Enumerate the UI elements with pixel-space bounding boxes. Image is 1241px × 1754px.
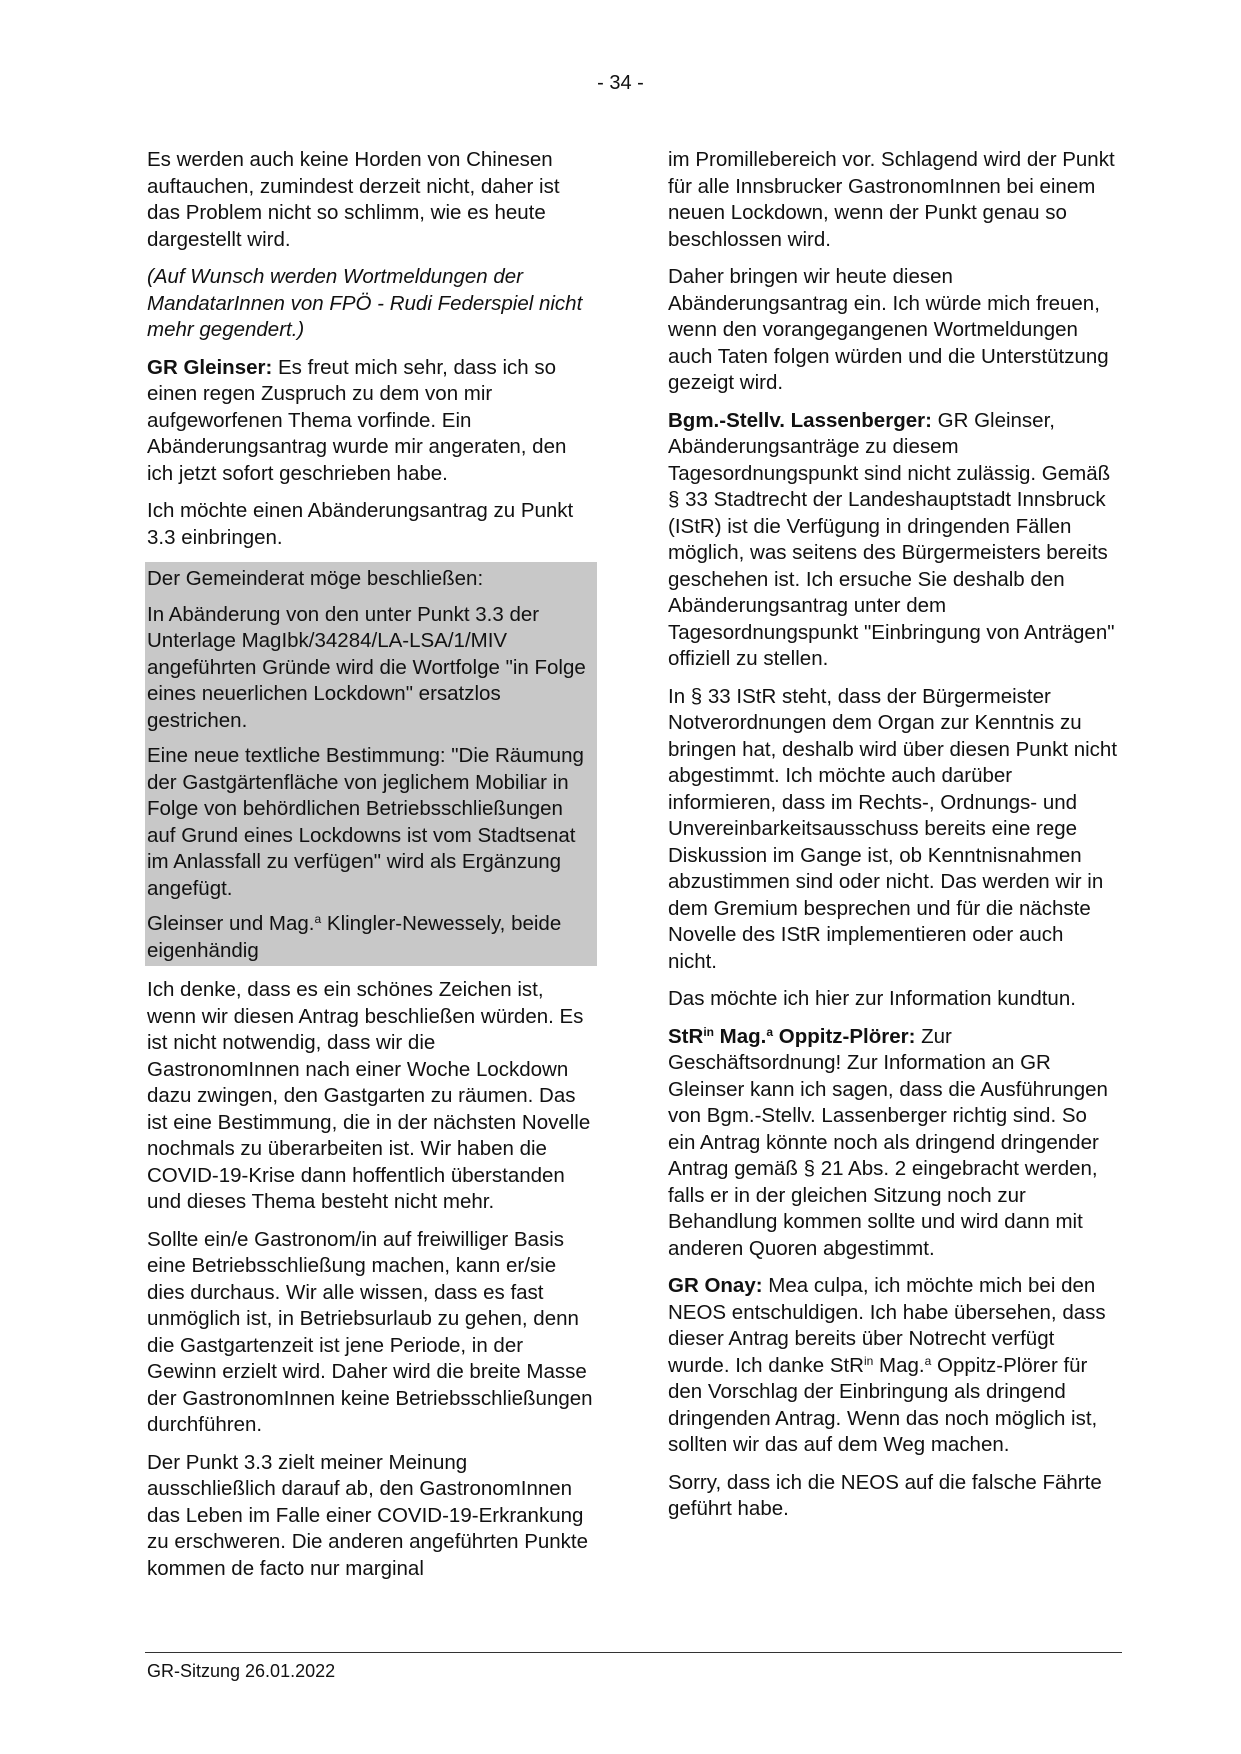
speaker-name (668, 1025, 915, 1048)
motion-box (145, 562, 597, 966)
speaker-part: Oppitz-Plörer: (773, 1024, 916, 1048)
signatory-text: Gleinser und Mag. (147, 912, 315, 935)
paragraph (668, 1024, 1118, 1263)
speaker-part: StR (668, 1024, 704, 1048)
signatory-text: Klingler-Newessely, beide eigenhändig (147, 912, 562, 962)
speech-text: Oppitz-Plörer für den Vorschlag der Einbringung als dringend dringenden Antrag. Wenn das noch möglich ist, sollten wir das auf dem Weg machen. (668, 1353, 1098, 1456)
paragraph (147, 355, 593, 488)
paragraph (668, 1273, 1118, 1459)
paragraph: Das möchte ich hier zur Information kundtun. (668, 987, 1076, 1010)
paragraph: Sollte ein/e Gastronom/in auf freiwilliger Basis eine Betriebsschließung machen, kann er/sie dies durchaus. Wir alle wissen, dass es fast unmöglich ist, in Betriebsurlaub zu gehen, denn die Gastgartenzeit ist jene Periode, in der Gewinn erzielt wird. Daher wird die breite Masse der GastronomInnen keine Betriebsschließungen durchführen. (147, 1227, 593, 1436)
paragraph (668, 408, 1118, 673)
superscript: a (314, 912, 322, 926)
motion-heading: Der Gemeinderat möge beschließen: (147, 567, 484, 590)
page-number: - 34 - (597, 72, 644, 94)
speaker-name: Bgm.-Stellv. Lassenberger: (668, 408, 932, 432)
paragraph: Es werden auch keine Horden von Chinesen auftauchen, zumindest derzeit nicht, daher ist das Problem nicht so schlimm, wie es heute dargestellt wird. (147, 148, 560, 251)
left-column (147, 147, 593, 1593)
paragraph: Sorry, dass ich die NEOS auf die falsche Fährte geführt habe. (668, 1470, 1102, 1520)
paragraph: im Promillebereich vor. Schlagend wird der Punkt für alle Innsbrucker GastronomInnen bei einem neuen Lockdown, wenn der Punkt genau so beschlossen wird. (668, 148, 1115, 251)
superscript: in (864, 1353, 874, 1368)
motion-text: Eine neue textliche Bestimmung: "Die Räumung der Gastgärtenfläche von jeglichem Mobiliar in Folge von behördlichen Betriebsschließungen auf Grund eines Lockdowns ist vom Stadtsenat im Anlassfall zu verfügen" wird als Ergänzung angefügt. (147, 744, 584, 900)
motion-text: In Abänderung von den unter Punkt 3.3 der Unterlage MagIbk/34284/LA-LSA/1/MIV angeführten Gründe wird die Wortfolge "in Folge eines neuerlichen Lockdown" ersatzlos gestrichen. (147, 602, 586, 732)
superscript: in (703, 1024, 714, 1039)
paragraph: Ich denke, dass es ein schönes Zeichen ist, wenn wir diesen Antrag beschließen würden. Es ist nicht notwendig, dass wir die GastronomInnen nach einer Woche Lockdown dazu zwingen, den Gastgarten zu räumen. Das ist eine Bestimmung, die in der nächsten Novelle nochmals zu überarbeiten ist. Wir haben die COVID-19-Krise dann hoffentlich überstanden und dieses Thema besteht nicht mehr. (147, 978, 591, 1213)
footer-text: GR-Sitzung 26.01.2022 (147, 1661, 336, 1681)
superscript: a (924, 1353, 932, 1368)
speech-text: Mag. (873, 1353, 925, 1377)
speech-text: Mea culpa, ich möchte mich bei den NEOS entschuldigen. Ich habe übersehen, dass dieser Antrag bereits über Notrecht verfügt wurde. Ich danke StR (668, 1274, 1106, 1377)
editorial-note: (Auf Wunsch werden Wortmeldungen der MandatarInnen von FPÖ - Rudi Federspiel nicht mehr gegendert.) (147, 265, 583, 341)
speech-text: Es freut mich sehr, dass ich so einen regen Zuspruch zu dem von mir aufgeworfenen Thema vorfinde. Ein Abänderungsantrag wurde mir angeraten, den ich jetzt sofort geschrieben habe. (147, 355, 567, 485)
paragraph: Daher bringen wir heute diesen Abänderungsantrag ein. Ich würde mich freuen, wenn den vorangegangenen Wortmeldungen auch Taten folgen würden und die Unterstützung gezeigt wird. (668, 265, 1109, 394)
speech-text: Zur Geschäftsordnung! Zur Information an GR Gleinser kann ich sagen, dass die Ausführungen von Bgm.-Stellv. Lassenberger richtig sind. So ein Antrag könnte noch als dringend dringender Antrag gemäß § 21 Abs. 2 eingebracht werden, falls er in der gleichen Sitzung noch zur Behandlung kommen sollte und wird dann mit anderen Quoren abgestimmt. (668, 1024, 1108, 1260)
superscript: a (766, 1024, 774, 1039)
speaker-name: GR Onay: (668, 1274, 763, 1297)
speaker-part: Mag. (713, 1024, 767, 1048)
speaker-name: GR Gleinser: (147, 355, 273, 379)
motion-signatories (147, 911, 595, 966)
right-column (668, 147, 1118, 1534)
paragraph: Der Punkt 3.3 zielt meiner Meinung ausschließlich darauf ab, den GastronomInnen das Leben im Falle einer COVID-19-Erkrankung zu erschweren. Die anderen angeführten Punkte kommen de facto nur marginal (147, 1450, 589, 1580)
footer-divider (145, 1652, 1122, 1653)
paragraph: In § 33 IStR steht, dass der Bürgermeister Notverordnungen dem Organ zur Kenntnis zu bringen hat, deshalb wird über diesen Punkt nicht abgestimmt. Ich möchte auch darüber informieren, dass im Rechts-, Ordnungs- und Unvereinbarkeitsausschuss bereits eine rege Diskussion im Gange ist, ob Kenntnisnahmen abzustimmen sind oder nicht. Das werden wir in dem Gremium besprechen und für die nächste Novelle des IStR implementieren oder auch nicht. (668, 684, 1118, 973)
paragraph: Ich möchte einen Abänderungsantrag zu Punkt 3.3 einbringen. (147, 499, 574, 549)
speech-text: GR Gleinser, Abänderungsanträge zu diesem Tagesordnungspunkt sind nicht zulässig. Gemäß § 33 Stadtrecht der Landeshauptstadt Innsbruck (IStR) ist die Verfügung in dringenden Fällen möglich, was seitens des Bürgermeisters bereits geschehen ist. Ich ersuche Sie deshalb den Abänderungsantrag unter dem Tagesordnungspunkt "Einbringung von Anträgen" offiziell zu stellen. (668, 408, 1115, 670)
